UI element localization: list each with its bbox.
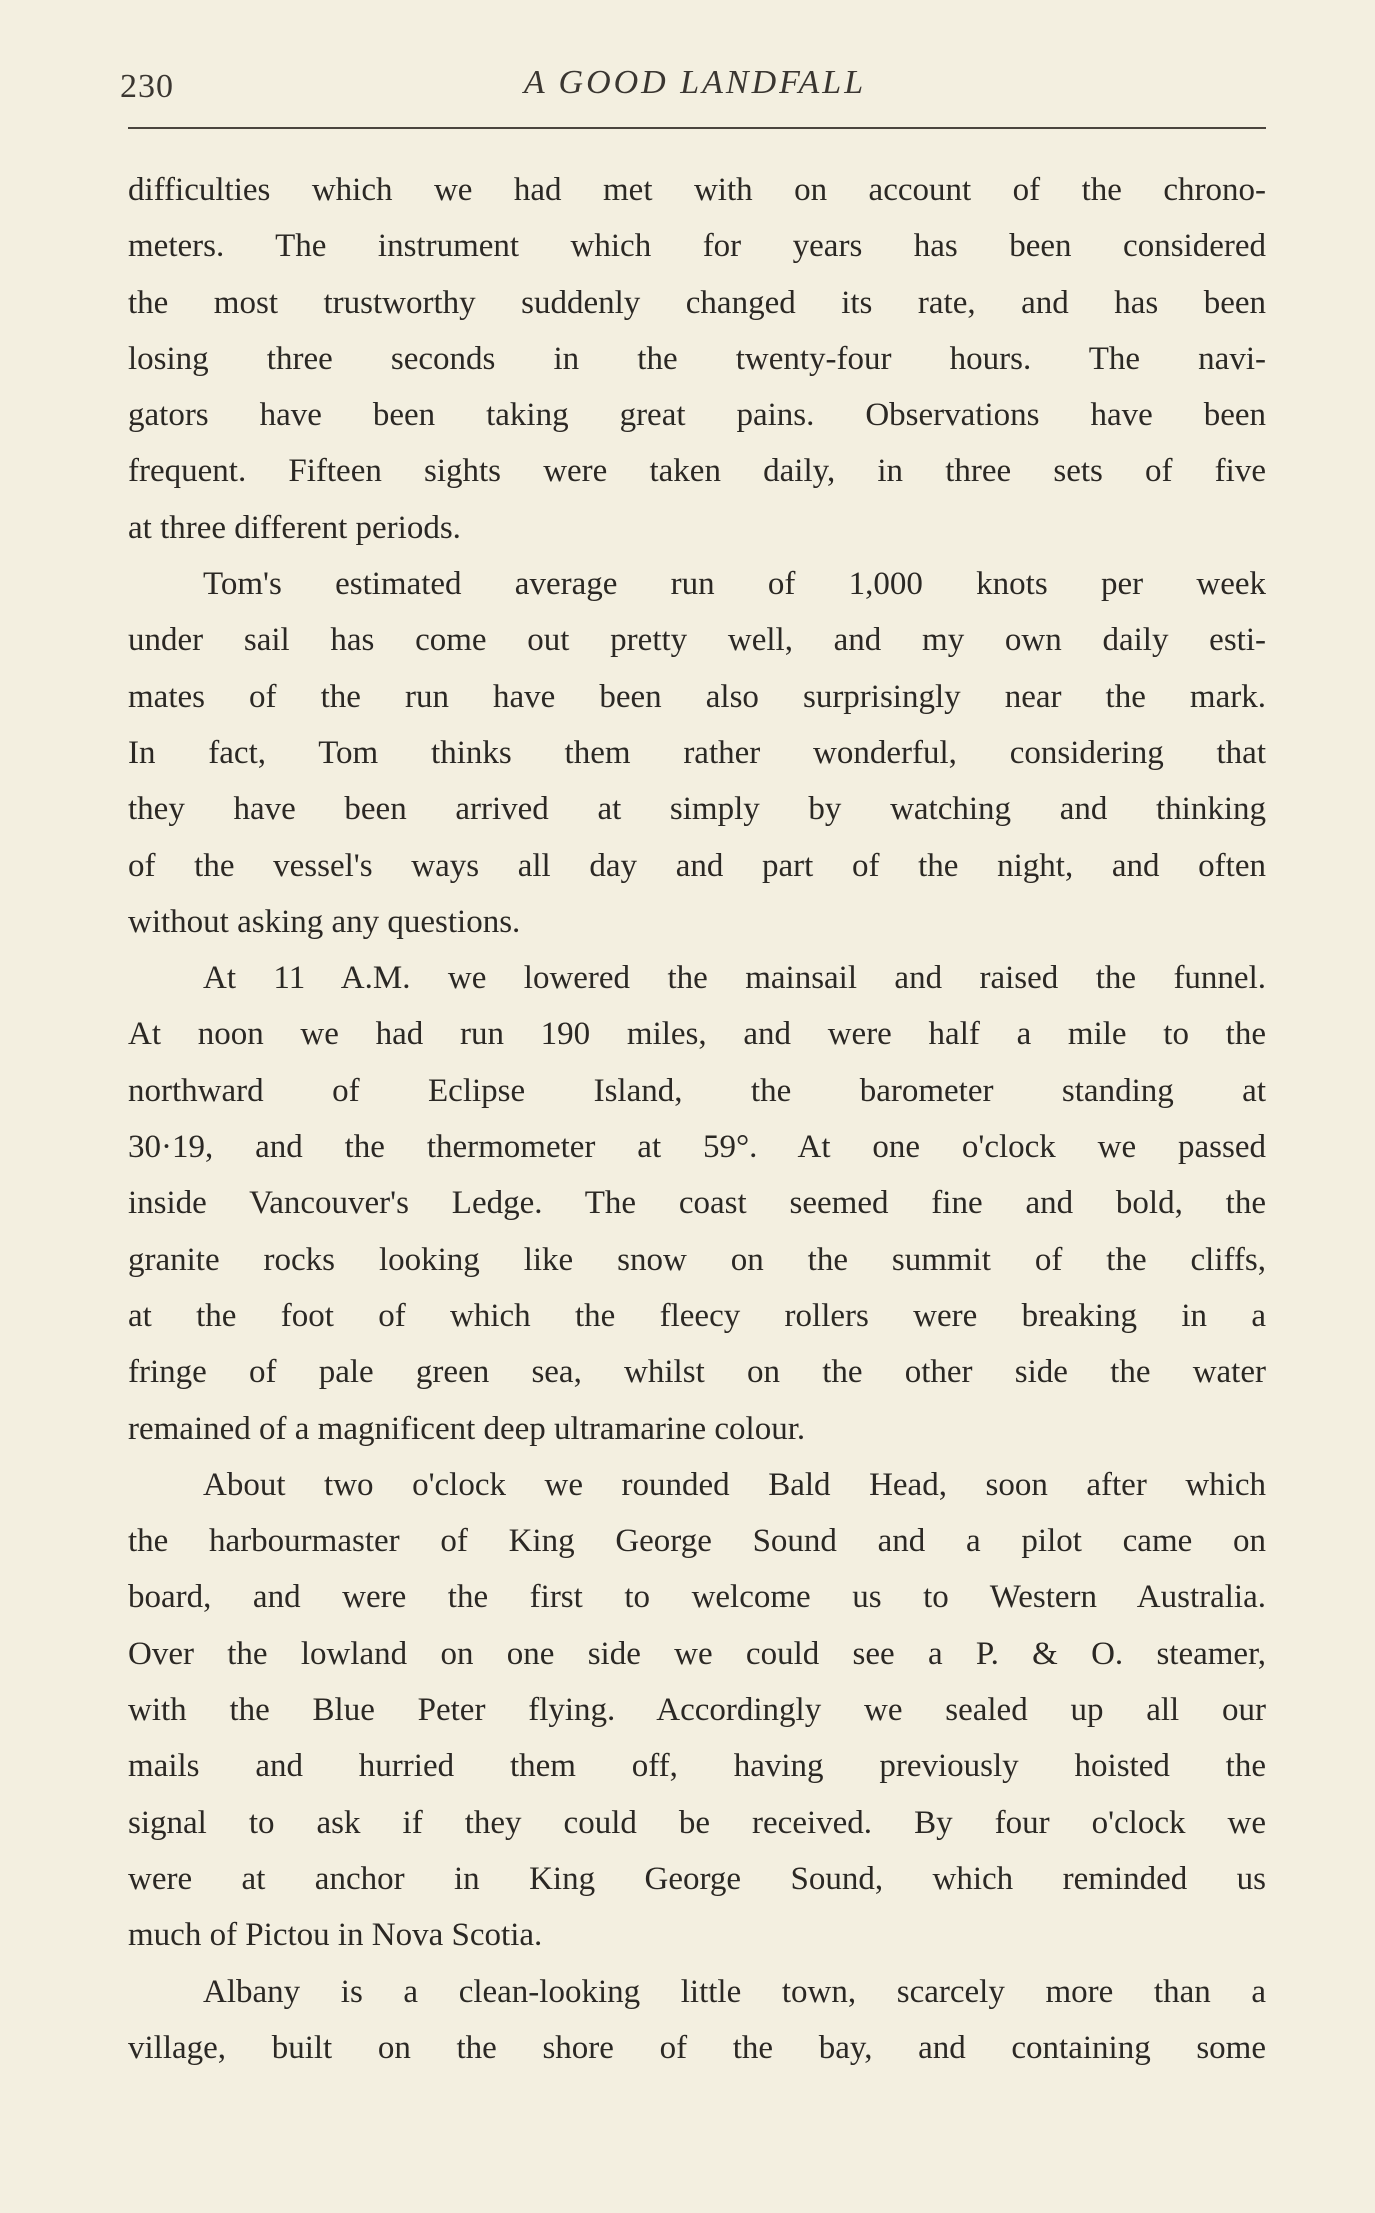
text-line: at three different periods. [128, 509, 461, 546]
page-header [120, 58, 1270, 118]
text-line: the most trustworthy suddenly changed its rate, and has been [128, 284, 1266, 321]
text-line: inside Vancouver's Ledge. The coast seemed fine and bold, the [128, 1185, 1266, 1222]
text-line: Over the lowland on one side we could see a P. & O. steamer, [128, 1635, 1266, 1672]
text-line: mails and hurried them off, having previously hoisted the [128, 1748, 1266, 1785]
text-line: board, and were the first to welcome us to Western Australia. [128, 1579, 1266, 1616]
text-line: with the Blue Peter flying. Accordingly we sealed up all our [128, 1692, 1266, 1729]
running-head: A GOOD LANDFALL [523, 64, 867, 101]
text-line: At 11 A.M. we lowered the mainsail and raised the funnel. [203, 960, 1266, 997]
text-line: were at anchor in King George Sound, which reminded us [128, 1860, 1266, 1897]
text-line: frequent. Fifteen sights were taken daily, in three sets of five [128, 453, 1266, 490]
header-rule [128, 127, 1266, 129]
text-line: fringe of pale green sea, whilst on the other side the water [128, 1354, 1266, 1391]
body-text [128, 162, 1266, 2076]
text-line: signal to ask if they could be received. By four o'clock we [128, 1804, 1266, 1841]
text-line: remained of a magnificent deep ultramarine colour. [128, 1410, 806, 1447]
text-line: losing three seconds in the twenty-four hours. The navi- [128, 340, 1266, 377]
text-line: Albany is a clean-looking little town, scarcely more than a [203, 1973, 1266, 2010]
text-line: At noon we had run 190 miles, and were half a mile to the [128, 1016, 1266, 1053]
text-line: without asking any questions. [128, 903, 521, 940]
text-line: of the vessel's ways all day and part of the night, and often [128, 847, 1266, 884]
text-line: the harbourmaster of King George Sound and a pilot came on [128, 1523, 1266, 1560]
text-line: gators have been taking great pains. Observations have been [128, 397, 1266, 434]
text-line: northward of Eclipse Island, the barometer standing at [128, 1072, 1266, 1109]
text-line: under sail has come out pretty well, and my own daily esti- [128, 622, 1266, 659]
text-line: difficulties which we had met with on account of the chrono- [128, 172, 1266, 208]
text-line: About two o'clock we rounded Bald Head, soon after which [203, 1466, 1266, 1503]
text-line: 30·19, and the thermometer at 59°. At one o'clock we passed [128, 1129, 1266, 1166]
text-line: at the foot of which the fleecy rollers were breaking in a [128, 1297, 1266, 1334]
text-line: mates of the run have been also surprisingly near the mark. [128, 678, 1266, 715]
text-line: granite rocks looking like snow on the summit of the cliffs, [128, 1241, 1266, 1278]
text-line: village, built on the shore of the bay, and containing some [128, 2029, 1266, 2066]
text-line: In fact, Tom thinks them rather wonderful, considering that [128, 734, 1266, 771]
text-line: Tom's estimated average run of 1,000 knots per week [203, 566, 1266, 603]
text-line: they have been arrived at simply by watching and thinking [128, 791, 1266, 828]
page-number: 230 [120, 68, 174, 105]
text-line: meters. The instrument which for years has been considered [128, 228, 1266, 265]
text-line: much of Pictou in Nova Scotia. [128, 1917, 543, 1954]
